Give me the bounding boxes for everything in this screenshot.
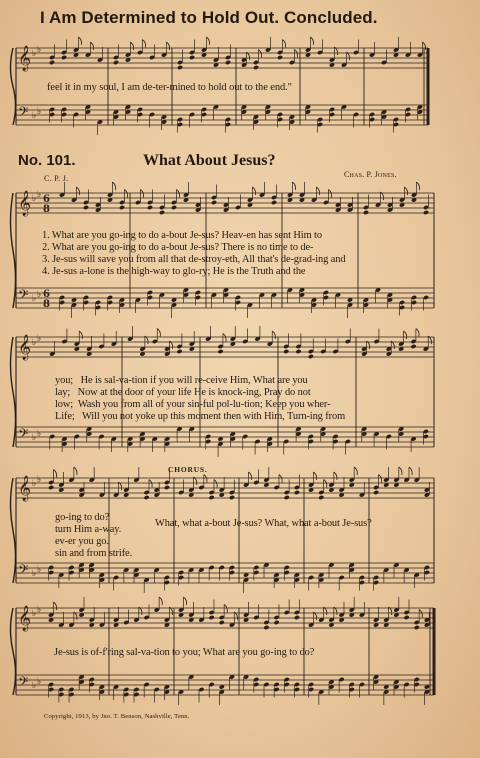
flat-icon: ♭ bbox=[32, 49, 37, 59]
note-flag bbox=[157, 329, 160, 337]
note-flag bbox=[166, 42, 169, 50]
note-head bbox=[373, 490, 379, 495]
note-flag bbox=[140, 190, 143, 198]
note-flag bbox=[354, 467, 357, 475]
note-head bbox=[219, 620, 225, 625]
hymn-number: No. 101. bbox=[18, 152, 76, 169]
note-head bbox=[363, 210, 369, 215]
note-head bbox=[164, 485, 170, 490]
time-sig-top: 6 bbox=[43, 194, 50, 205]
note-flag bbox=[258, 50, 261, 58]
note-flag bbox=[328, 190, 331, 198]
note-head bbox=[263, 625, 269, 630]
verse-1-ending: go-ing to do? bbox=[55, 512, 110, 523]
bass-clef-icon: 𝄢 bbox=[18, 674, 29, 693]
flat-icon: ♭ bbox=[32, 338, 37, 348]
verse-1-line-1: 1. What are you go-ing to do a-bout Je-sus? Heav-en has sent Him to bbox=[42, 230, 322, 241]
note-flag bbox=[90, 42, 93, 50]
note-flag bbox=[78, 37, 81, 45]
note-flag bbox=[404, 187, 407, 195]
flat-icon: ♭ bbox=[32, 194, 37, 204]
flat-icon: ♭ bbox=[37, 290, 42, 300]
note-flag bbox=[130, 42, 133, 50]
verse-3-line-1: 3. Je-sus will save you from all that de-stroy-eth, All that's de-grad-ing and bbox=[42, 254, 346, 265]
bass-clef-icon: 𝄢 bbox=[18, 287, 29, 306]
treble-clef-icon: 𝄞 bbox=[18, 191, 32, 216]
note-flag bbox=[282, 40, 285, 48]
flat-icon: ♭ bbox=[37, 475, 42, 485]
bass-clef-icon: 𝄢 bbox=[18, 562, 29, 581]
note-head bbox=[229, 495, 235, 500]
verse-4-line-2: Life; Will you not yoke up this moment then with Him, Turn-ing from bbox=[55, 411, 346, 422]
note-head bbox=[277, 55, 283, 60]
note-head bbox=[49, 60, 55, 65]
flat-icon: ♭ bbox=[32, 479, 37, 489]
top-lyric: feel it in my soul, I am de-ter-mined to hold out to the end." bbox=[47, 82, 292, 93]
verse-2-ending: turn Him a-way. bbox=[55, 524, 122, 535]
note-head bbox=[208, 615, 214, 620]
note-head bbox=[273, 620, 279, 625]
treble-clef-icon: 𝄞 bbox=[18, 46, 32, 71]
note-head bbox=[208, 495, 214, 500]
top-title: I Am Determined to Hold Out. Concluded. bbox=[40, 8, 378, 27]
note-flag bbox=[124, 190, 127, 198]
note-head bbox=[294, 490, 300, 495]
note-head bbox=[176, 349, 182, 354]
note-head bbox=[284, 495, 290, 500]
flat-icon: ♭ bbox=[37, 565, 42, 575]
note-flag bbox=[416, 329, 419, 337]
note-head bbox=[225, 60, 231, 65]
note-flag bbox=[324, 480, 327, 488]
note-flag bbox=[206, 37, 209, 45]
note-flag bbox=[224, 605, 227, 613]
treble-clef-icon: 𝄞 bbox=[18, 335, 32, 360]
note-flag bbox=[409, 467, 412, 475]
note-head bbox=[119, 205, 125, 210]
time-sig-top: 6 bbox=[43, 289, 50, 300]
bass-clef-icon: 𝄢 bbox=[18, 426, 29, 445]
note-flag bbox=[142, 40, 145, 48]
note-head bbox=[295, 349, 301, 354]
note-head bbox=[253, 65, 259, 70]
note-flag bbox=[334, 472, 337, 480]
note-flag bbox=[316, 187, 319, 195]
note-head bbox=[61, 55, 67, 60]
note-flag bbox=[378, 475, 381, 483]
note-head bbox=[318, 495, 324, 500]
note-head bbox=[410, 344, 416, 349]
note-head bbox=[294, 615, 300, 620]
note-flag bbox=[53, 602, 56, 610]
note-head bbox=[283, 349, 289, 354]
chorus-line-2: Je-sus is of-f'ring sal-va-tion to you; What are you go-ing to do? bbox=[54, 647, 315, 658]
note-flag bbox=[176, 190, 179, 198]
note-flag bbox=[294, 50, 297, 58]
note-flag bbox=[399, 467, 402, 475]
note-head bbox=[423, 210, 429, 215]
note-flag bbox=[310, 37, 313, 45]
flat-icon: ♭ bbox=[32, 609, 37, 619]
chorus-line-1: What, what a-bout Je-sus? What, what a-bout Je-sus? bbox=[155, 518, 372, 529]
flat-icon: ♭ bbox=[37, 605, 42, 615]
note-head bbox=[83, 205, 89, 210]
brace bbox=[11, 478, 16, 583]
flat-icon: ♭ bbox=[37, 190, 42, 200]
verse-1-line-2: you; He is sal-va-tion if you will re-ceive Him, What are you bbox=[55, 375, 308, 386]
brace bbox=[11, 193, 16, 308]
note-flag bbox=[252, 187, 255, 195]
flat-icon: ♭ bbox=[32, 294, 37, 304]
note-flag bbox=[112, 182, 115, 190]
chorus-label: CHORUS. bbox=[168, 465, 208, 474]
copyright-notice: Copyright, 1913, by Jno. T. Benson, Nashville, Tenn. bbox=[44, 713, 190, 720]
note-flag bbox=[416, 182, 419, 190]
flat-icon: ♭ bbox=[37, 45, 42, 55]
note-flag bbox=[223, 334, 226, 342]
note-flag bbox=[272, 331, 275, 339]
note-head bbox=[403, 615, 409, 620]
note-head bbox=[211, 200, 217, 205]
lyricist-initials: C. P. J. bbox=[44, 174, 69, 183]
note-flag bbox=[279, 475, 282, 483]
note-flag bbox=[404, 331, 407, 339]
note-head bbox=[217, 349, 223, 354]
note-head bbox=[143, 495, 149, 500]
note-flag bbox=[248, 472, 251, 480]
flat-icon: ♭ bbox=[32, 433, 37, 443]
hymn-title: What About Jesus? bbox=[143, 152, 276, 169]
flat-icon: ♭ bbox=[32, 111, 37, 121]
brace bbox=[11, 337, 16, 447]
note-head bbox=[177, 65, 183, 70]
flat-icon: ♭ bbox=[37, 107, 42, 117]
time-sig-bottom: 8 bbox=[43, 299, 50, 310]
note-head bbox=[189, 55, 195, 60]
brace bbox=[11, 48, 16, 125]
verse-2-line-1: 2. What are you go-ing to do a-bout Je-sus? There is no time to de- bbox=[42, 242, 314, 253]
note-flag bbox=[159, 597, 162, 605]
note-flag bbox=[183, 597, 186, 605]
verse-3-line-2: low; Wash you from all of your sin-ful pol-lu-tion; Keep you wher- bbox=[55, 399, 331, 410]
note-flag bbox=[204, 475, 207, 483]
note-head bbox=[308, 354, 314, 359]
verse-4-ending: sin and from strife. bbox=[55, 548, 133, 559]
composer-credit: Chas. P. Jones. bbox=[344, 170, 397, 179]
time-sig-bottom: 8 bbox=[43, 204, 50, 215]
flat-icon: ♭ bbox=[32, 569, 37, 579]
treble-clef-icon: 𝄞 bbox=[18, 606, 32, 631]
treble-clef-icon: 𝄞 bbox=[18, 476, 32, 501]
flat-icon: ♭ bbox=[32, 681, 37, 691]
note-flag bbox=[214, 480, 217, 488]
note-head bbox=[271, 200, 277, 205]
note-head bbox=[414, 625, 420, 630]
brace bbox=[11, 608, 16, 695]
note-head bbox=[171, 205, 177, 210]
note-flag bbox=[149, 480, 152, 488]
verse-3-ending: ev-er you go. bbox=[55, 536, 109, 547]
flat-icon: ♭ bbox=[37, 334, 42, 344]
note-head bbox=[113, 60, 119, 65]
flat-icon: ♭ bbox=[37, 677, 42, 687]
note-flag bbox=[76, 187, 79, 195]
verse-2-line-2: lay; Now at the door of your life He is knock-ing, Pray do not bbox=[55, 387, 311, 398]
note-head bbox=[48, 485, 54, 490]
note-flag bbox=[313, 472, 316, 480]
note-head bbox=[147, 205, 153, 210]
verse-4-line-1: 4. Je-sus a-lone is the high-way to glo-ry; He is the Truth and the bbox=[42, 266, 306, 277]
note-head bbox=[159, 210, 165, 215]
note-flag bbox=[74, 467, 77, 475]
note-flag bbox=[419, 610, 422, 618]
bass-clef-icon: 𝄢 bbox=[18, 104, 29, 123]
flat-icon: ♭ bbox=[37, 429, 42, 439]
note-flag bbox=[292, 182, 295, 190]
note-flag bbox=[53, 470, 56, 478]
note-flag bbox=[79, 331, 82, 339]
